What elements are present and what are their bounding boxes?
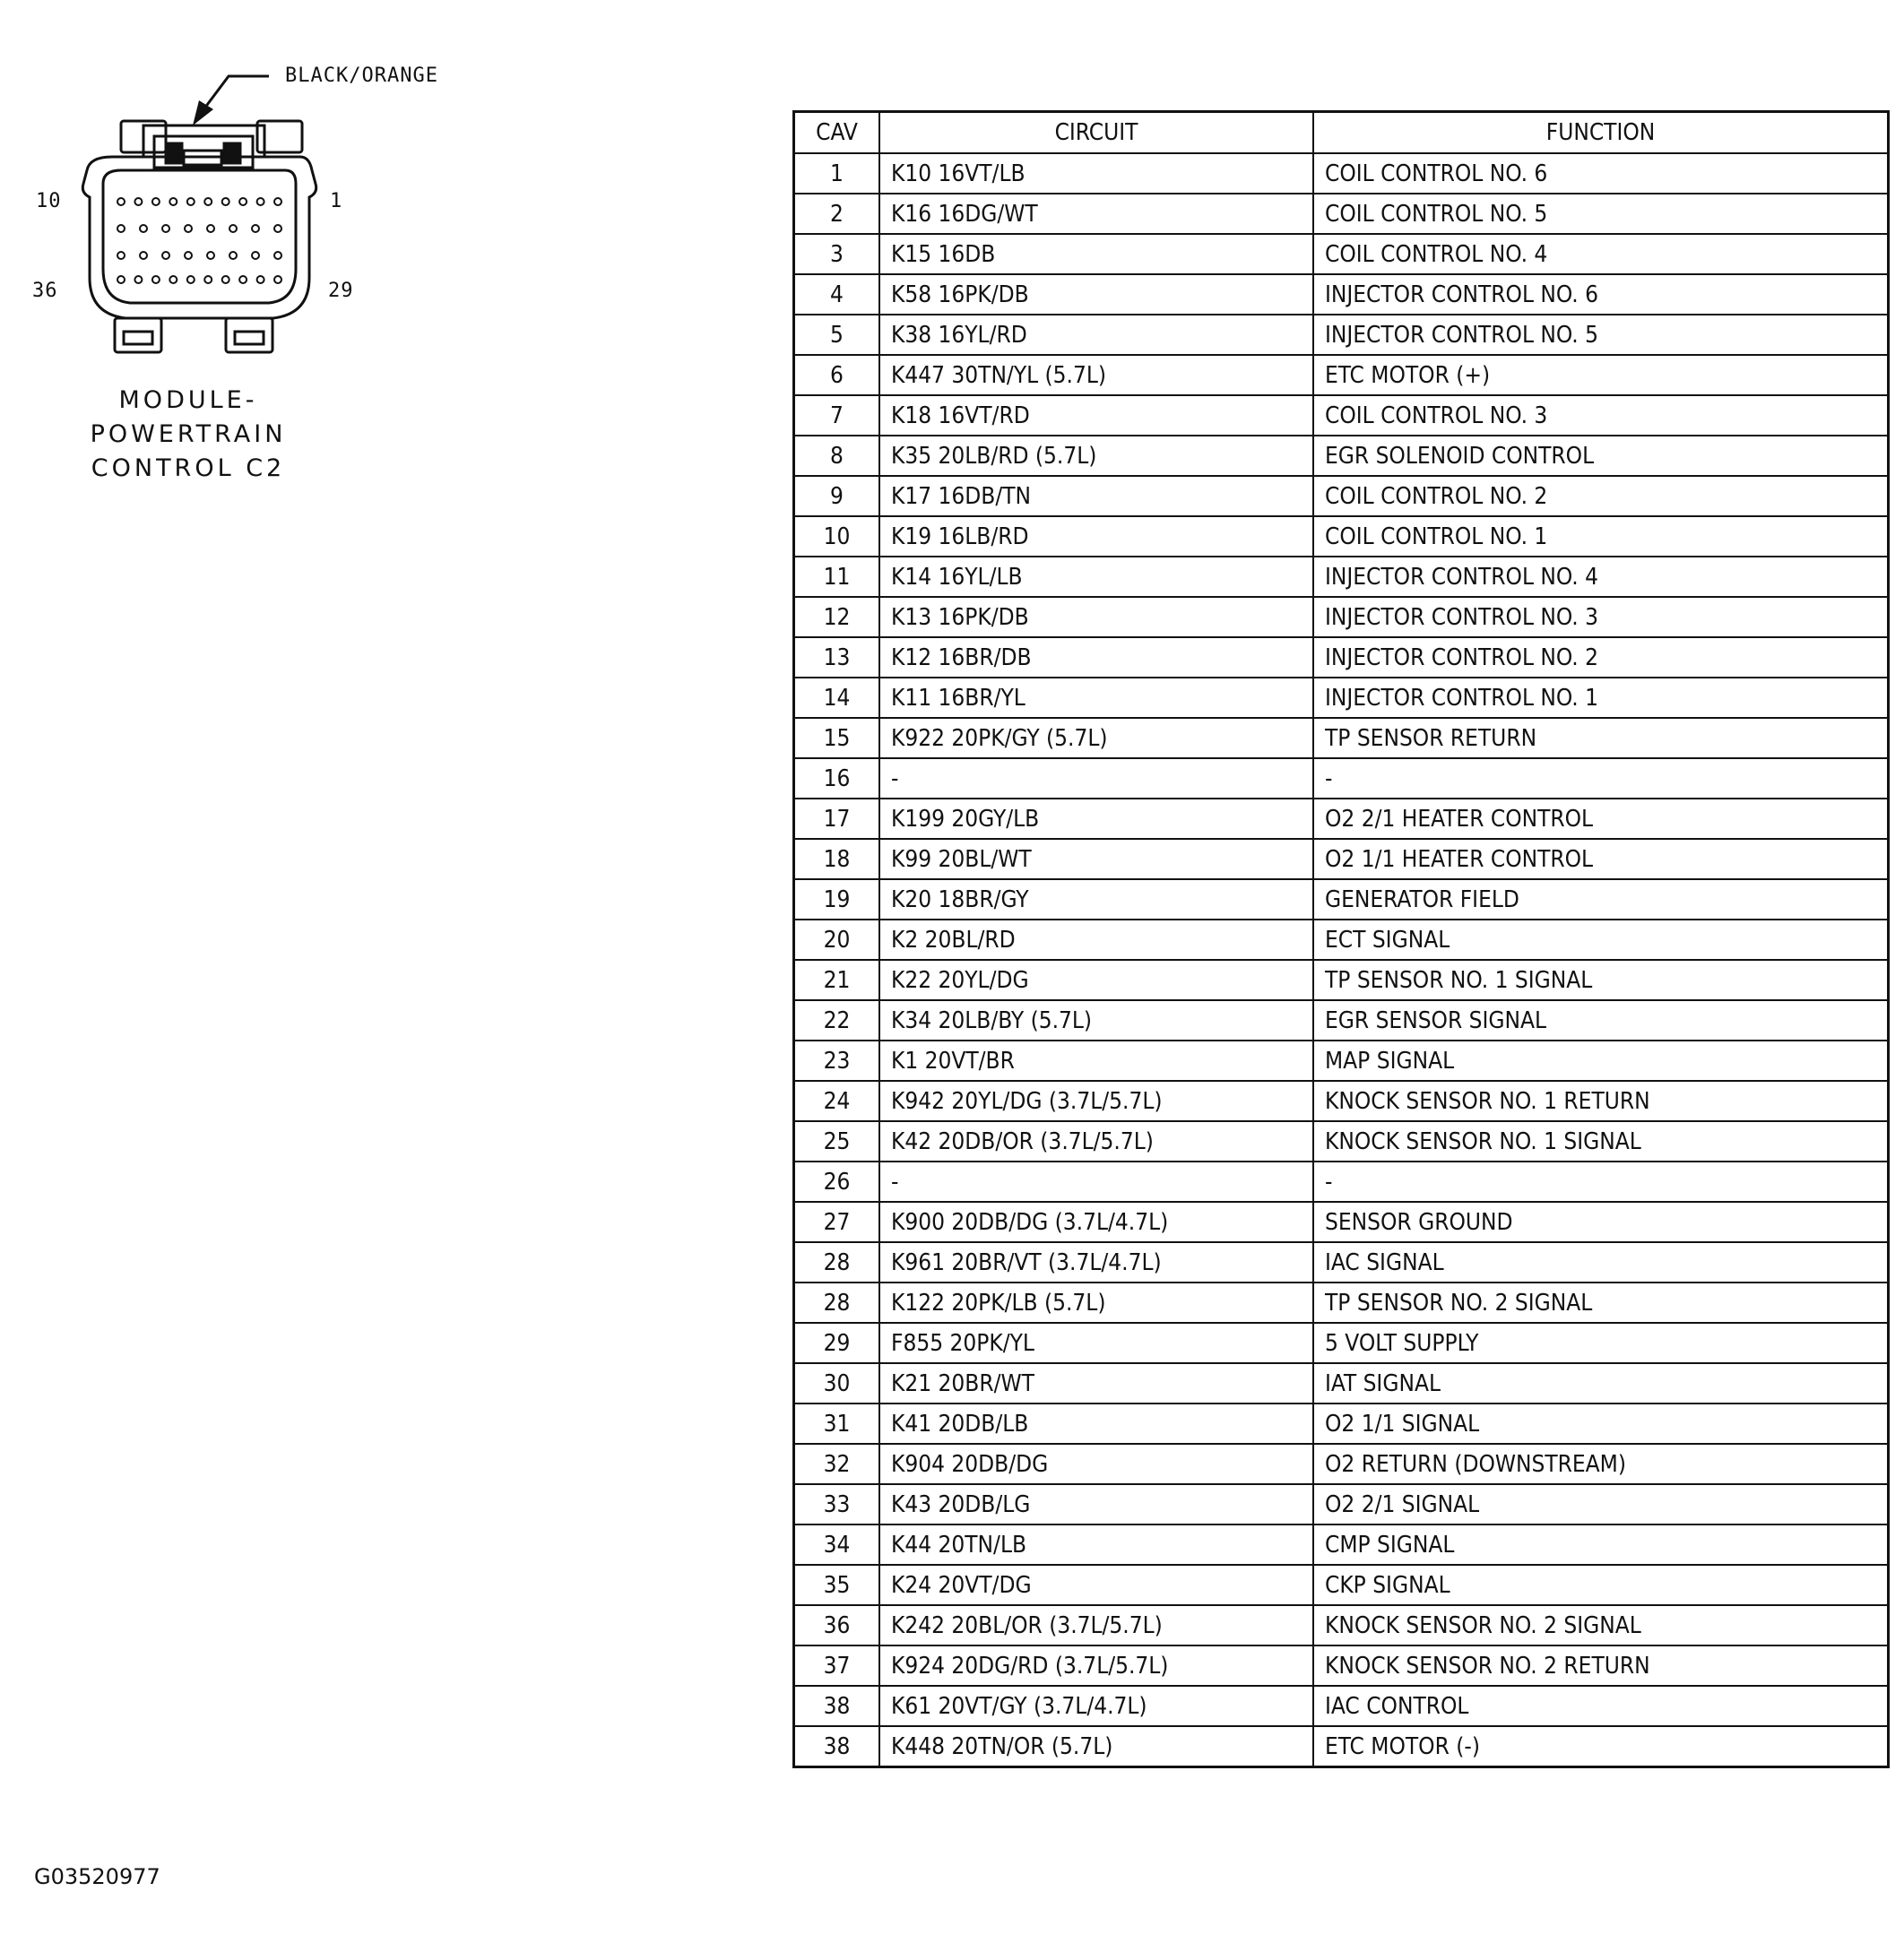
cavity-pin	[152, 198, 160, 205]
function-cell: O2 1/1 SIGNAL	[1313, 1404, 1889, 1444]
cav-cell: 16	[794, 758, 880, 799]
cav-cell: 17	[794, 799, 880, 839]
cavity-pin	[185, 225, 192, 232]
table-row	[794, 355, 1889, 395]
function-cell: KNOCK SENSOR NO. 1 SIGNAL	[1313, 1121, 1889, 1162]
table-row	[794, 1605, 1889, 1645]
circuit-cell: K961 20BR/VT (3.7L/4.7L)	[879, 1242, 1313, 1283]
circuit-cell: -	[879, 758, 1313, 799]
function-cell: -	[1313, 1162, 1889, 1202]
circuit-cell: K22 20YL/DG	[879, 960, 1313, 1000]
cavity-pin	[274, 198, 281, 205]
function-cell: INJECTOR CONTROL NO. 6	[1313, 274, 1889, 315]
cavity-pin	[162, 252, 169, 259]
cav-cell: 8	[794, 436, 880, 476]
cav-cell: 1	[794, 153, 880, 194]
table-row	[794, 960, 1889, 1000]
connector-caption-line2: CONTROL C2	[91, 454, 286, 482]
wire-leader-arrow-icon	[193, 100, 213, 125]
cavity-pin	[239, 198, 247, 205]
circuit-cell: K2 20BL/RD	[879, 920, 1313, 960]
cavity-pin	[185, 252, 192, 259]
table-row	[794, 1323, 1889, 1363]
cavity-pin	[257, 276, 264, 283]
circuit-cell: K12 16BR/DB	[879, 637, 1313, 678]
cav-cell: 11	[794, 557, 880, 597]
cav-cell: 21	[794, 960, 880, 1000]
cav-cell: 6	[794, 355, 880, 395]
function-cell: INJECTOR CONTROL NO. 2	[1313, 637, 1889, 678]
table-row	[794, 1162, 1889, 1202]
cav-cell: 15	[794, 718, 880, 758]
table-row	[794, 476, 1889, 516]
circuit-cell: K924 20DG/RD (3.7L/5.7L)	[879, 1645, 1313, 1686]
cav-cell: 28	[794, 1242, 880, 1283]
function-cell: MAP SIGNAL	[1313, 1041, 1889, 1081]
function-cell: TP SENSOR RETURN	[1313, 718, 1889, 758]
cav-cell: 32	[794, 1444, 880, 1484]
circuit-cell: K13 16PK/DB	[879, 597, 1313, 637]
cav-cell: 33	[794, 1484, 880, 1524]
circuit-cell: K900 20DB/DG (3.7L/4.7L)	[879, 1202, 1313, 1242]
table-row	[794, 839, 1889, 879]
connector-tab-bottom-right	[226, 318, 273, 352]
circuit-cell: K42 20DB/OR (3.7L/5.7L)	[879, 1121, 1313, 1162]
circuit-cell: K17 16DB/TN	[879, 476, 1313, 516]
table-row	[794, 516, 1889, 557]
cav-cell: 36	[794, 1605, 880, 1645]
function-cell: TP SENSOR NO. 2 SIGNAL	[1313, 1283, 1889, 1323]
table-row	[794, 678, 1889, 718]
circuit-cell: K61 20VT/GY (3.7L/4.7L)	[879, 1686, 1313, 1726]
function-cell: O2 RETURN (DOWNSTREAM)	[1313, 1444, 1889, 1484]
function-cell: CMP SIGNAL	[1313, 1524, 1889, 1565]
table-row	[794, 395, 1889, 436]
circuit-cell: K447 30TN/YL (5.7L)	[879, 355, 1313, 395]
connector-tab-bottom-left	[115, 318, 161, 352]
table-row	[794, 758, 1889, 799]
cav-cell: 9	[794, 476, 880, 516]
table-row	[794, 1081, 1889, 1121]
cav-cell: 2	[794, 194, 880, 234]
cav-cell: 23	[794, 1041, 880, 1081]
table-row	[794, 879, 1889, 920]
circuit-cell: K11 16BR/YL	[879, 678, 1313, 718]
function-cell: COIL CONTROL NO. 6	[1313, 153, 1889, 194]
wire-color-label: BLACK/ORANGE	[285, 65, 438, 87]
pin-label-top-left: 10	[36, 190, 62, 212]
table-row	[794, 637, 1889, 678]
header-circuit: CIRCUIT	[879, 112, 1313, 154]
function-cell: IAT SIGNAL	[1313, 1363, 1889, 1404]
function-cell: IAC CONTROL	[1313, 1686, 1889, 1726]
circuit-cell: K448 20TN/OR (5.7L)	[879, 1726, 1313, 1767]
cavity-pin	[117, 225, 125, 232]
cav-cell: 26	[794, 1162, 880, 1202]
function-cell: KNOCK SENSOR NO. 1 RETURN	[1313, 1081, 1889, 1121]
function-cell: ECT SIGNAL	[1313, 920, 1889, 960]
cavity-pin	[140, 252, 147, 259]
circuit-cell: K242 20BL/OR (3.7L/5.7L)	[879, 1605, 1313, 1645]
cav-cell: 35	[794, 1565, 880, 1605]
connector-face	[103, 170, 296, 303]
circuit-cell: K942 20YL/DG (3.7L/5.7L)	[879, 1081, 1313, 1121]
table-row	[794, 315, 1889, 355]
table-row	[794, 1202, 1889, 1242]
cav-cell: 31	[794, 1404, 880, 1444]
table-row	[794, 1363, 1889, 1404]
circuit-cell: K35 20LB/RD (5.7L)	[879, 436, 1313, 476]
cav-cell: 37	[794, 1645, 880, 1686]
circuit-cell: K43 20DB/LG	[879, 1484, 1313, 1524]
function-cell: INJECTOR CONTROL NO. 5	[1313, 315, 1889, 355]
function-cell: TP SENSOR NO. 1 SIGNAL	[1313, 960, 1889, 1000]
cavity-pin	[207, 225, 214, 232]
table-row	[794, 1444, 1889, 1484]
cav-cell: 25	[794, 1121, 880, 1162]
circuit-cell: K18 16VT/RD	[879, 395, 1313, 436]
function-cell: COIL CONTROL NO. 2	[1313, 476, 1889, 516]
circuit-cell: K19 16LB/RD	[879, 516, 1313, 557]
function-cell: IAC SIGNAL	[1313, 1242, 1889, 1283]
cav-cell: 10	[794, 516, 880, 557]
circuit-cell: K34 20LB/BY (5.7L)	[879, 1000, 1313, 1041]
cavity-pin	[257, 198, 264, 205]
cav-cell: 30	[794, 1363, 880, 1404]
cav-cell: 18	[794, 839, 880, 879]
cav-cell: 5	[794, 315, 880, 355]
cavity-pin	[207, 252, 214, 259]
table-row	[794, 194, 1889, 234]
circuit-cell: K20 18BR/GY	[879, 879, 1313, 920]
cavity-pin	[274, 252, 281, 259]
circuit-cell: K44 20TN/LB	[879, 1524, 1313, 1565]
circuit-cell: K10 16VT/LB	[879, 153, 1313, 194]
circuit-cell: K14 16YL/LB	[879, 557, 1313, 597]
function-cell: KNOCK SENSOR NO. 2 RETURN	[1313, 1645, 1889, 1686]
cavity-pin	[117, 276, 125, 283]
pin-label-bottom-right: 29	[328, 280, 354, 302]
cav-cell: 22	[794, 1000, 880, 1041]
circuit-cell: K58 16PK/DB	[879, 274, 1313, 315]
cavity-pin	[252, 225, 259, 232]
function-cell: EGR SENSOR SIGNAL	[1313, 1000, 1889, 1041]
cavity-pins	[117, 198, 281, 283]
cav-cell: 27	[794, 1202, 880, 1242]
cav-cell: 19	[794, 879, 880, 920]
table-row	[794, 1121, 1889, 1162]
wire-leader-line	[202, 76, 269, 112]
cavity-pin	[140, 225, 147, 232]
cavity-pin	[134, 198, 142, 205]
cavity-pin	[274, 225, 281, 232]
table-row	[794, 1726, 1889, 1767]
circuit-cell: K16 16DG/WT	[879, 194, 1313, 234]
function-cell: ETC MOTOR (+)	[1313, 355, 1889, 395]
table-row	[794, 799, 1889, 839]
function-cell: O2 1/1 HEATER CONTROL	[1313, 839, 1889, 879]
table-row	[794, 1404, 1889, 1444]
circuit-cell: K199 20GY/LB	[879, 799, 1313, 839]
header-function: FUNCTION	[1313, 112, 1889, 154]
circuit-cell: K15 16DB	[879, 234, 1313, 274]
table-row	[794, 1283, 1889, 1323]
table-row	[794, 1686, 1889, 1726]
function-cell: O2 2/1 SIGNAL	[1313, 1484, 1889, 1524]
table-row	[794, 1645, 1889, 1686]
function-cell: EGR SOLENOID CONTROL	[1313, 436, 1889, 476]
circuit-cell: K38 16YL/RD	[879, 315, 1313, 355]
cavity-pin	[117, 252, 125, 259]
cav-cell: 14	[794, 678, 880, 718]
cav-cell: 29	[794, 1323, 880, 1363]
cavity-pin	[239, 276, 247, 283]
cavity-pin	[204, 276, 212, 283]
function-cell: KNOCK SENSOR NO. 2 SIGNAL	[1313, 1605, 1889, 1645]
function-cell: SENSOR GROUND	[1313, 1202, 1889, 1242]
cav-cell: 38	[794, 1686, 880, 1726]
cavity-pin	[204, 198, 212, 205]
pinout-table	[792, 110, 1890, 1768]
circuit-cell: K922 20PK/GY (5.7L)	[879, 718, 1313, 758]
circuit-cell: K122 20PK/LB (5.7L)	[879, 1283, 1313, 1323]
cav-cell: 24	[794, 1081, 880, 1121]
function-cell: INJECTOR CONTROL NO. 4	[1313, 557, 1889, 597]
cavity-pin	[274, 276, 281, 283]
cavity-pin	[229, 225, 237, 232]
circuit-cell: K24 20VT/DG	[879, 1565, 1313, 1605]
function-cell: ETC MOTOR (-)	[1313, 1726, 1889, 1767]
connector-diagram	[0, 0, 448, 376]
function-cell: INJECTOR CONTROL NO. 3	[1313, 597, 1889, 637]
function-cell: GENERATOR FIELD	[1313, 879, 1889, 920]
function-cell: O2 2/1 HEATER CONTROL	[1313, 799, 1889, 839]
table-row	[794, 1000, 1889, 1041]
circuit-cell: K904 20DB/DG	[879, 1444, 1313, 1484]
cav-cell: 12	[794, 597, 880, 637]
function-cell: -	[1313, 758, 1889, 799]
cav-cell: 28	[794, 1283, 880, 1323]
table-row	[794, 1524, 1889, 1565]
table-row	[794, 557, 1889, 597]
connector-caption-line1: MODULE-POWERTRAIN	[90, 386, 287, 448]
function-cell: COIL CONTROL NO. 4	[1313, 234, 1889, 274]
pinout-table-body	[794, 153, 1889, 1767]
cav-cell: 34	[794, 1524, 880, 1565]
cav-cell: 3	[794, 234, 880, 274]
circuit-cell: K1 20VT/BR	[879, 1041, 1313, 1081]
cavity-pin	[169, 198, 177, 205]
cavity-pin	[162, 225, 169, 232]
cavity-pin	[169, 276, 177, 283]
connector-shell	[82, 157, 316, 318]
cavity-pin	[229, 252, 237, 259]
pin-label-top-right: 1	[330, 190, 343, 212]
figure-id: G03520977	[34, 1864, 160, 1889]
table-row	[794, 1041, 1889, 1081]
table-row	[794, 920, 1889, 960]
table-row	[794, 1242, 1889, 1283]
cav-cell: 20	[794, 920, 880, 960]
circuit-cell: K21 20BR/WT	[879, 1363, 1313, 1404]
cavity-pin	[187, 276, 195, 283]
table-row	[794, 1565, 1889, 1605]
cavity-pin	[252, 252, 259, 259]
circuit-cell: K99 20BL/WT	[879, 839, 1313, 879]
table-row	[794, 1484, 1889, 1524]
cav-cell: 7	[794, 395, 880, 436]
header-cav: CAV	[794, 112, 880, 154]
cavity-pin	[222, 276, 229, 283]
function-cell: INJECTOR CONTROL NO. 1	[1313, 678, 1889, 718]
table-row	[794, 718, 1889, 758]
cav-cell: 4	[794, 274, 880, 315]
table-row	[794, 234, 1889, 274]
cav-cell: 38	[794, 1726, 880, 1767]
function-cell: COIL CONTROL NO. 1	[1313, 516, 1889, 557]
table-row	[794, 153, 1889, 194]
function-cell: COIL CONTROL NO. 3	[1313, 395, 1889, 436]
cavity-pin	[222, 198, 229, 205]
function-cell: COIL CONTROL NO. 5	[1313, 194, 1889, 234]
circuit-cell: -	[879, 1162, 1313, 1202]
table-row	[794, 436, 1889, 476]
cavity-pin	[134, 276, 142, 283]
function-cell: 5 VOLT SUPPLY	[1313, 1323, 1889, 1363]
pin-label-bottom-left: 36	[32, 280, 58, 302]
cavity-pin	[117, 198, 125, 205]
circuit-cell: K41 20DB/LB	[879, 1404, 1313, 1444]
cav-cell: 13	[794, 637, 880, 678]
function-cell: CKP SIGNAL	[1313, 1565, 1889, 1605]
table-row	[794, 597, 1889, 637]
table-header-row	[794, 112, 1889, 154]
table-row	[794, 274, 1889, 315]
cavity-pin	[152, 276, 160, 283]
cavity-pin	[187, 198, 195, 205]
circuit-cell: F855 20PK/YL	[879, 1323, 1313, 1363]
connector-caption	[27, 384, 350, 486]
